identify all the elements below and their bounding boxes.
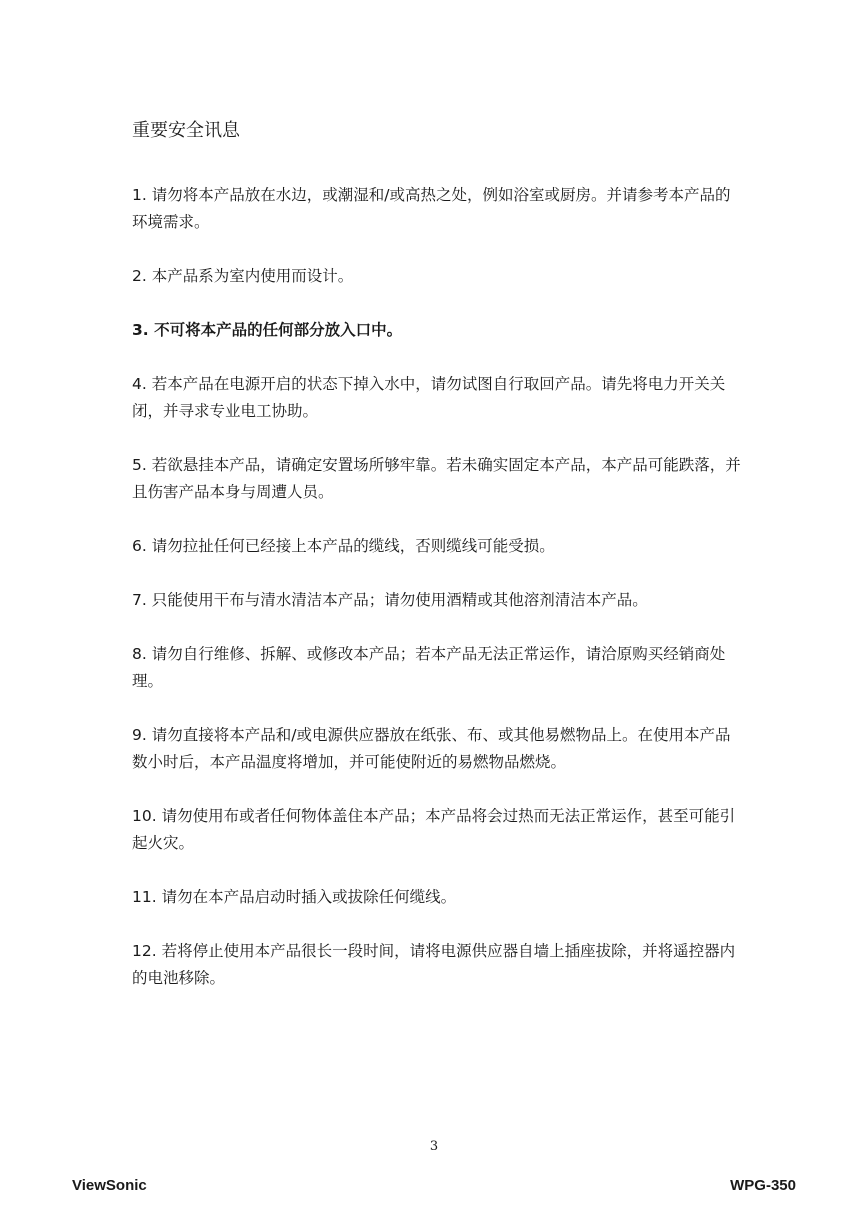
safety-item: 6. 请勿拉扯任何已经接上本产品的缆线，否则缆线可能受损。 bbox=[132, 537, 555, 555]
safety-item: 10. 请勿使用布或者任何物体盖住本产品；本产品将会过热而无法正常运作，甚至可能引起火灾。 bbox=[132, 807, 736, 852]
safety-instructions-list bbox=[132, 182, 742, 1019]
safety-item: 12. 若将停止使用本产品很长一段时间，请将电源供应器自墙上插座拔除，并将遥控器内的电池移除。 bbox=[132, 942, 736, 987]
safety-item: 4. 若本产品在电源开启的状态下掉入水中，请勿试图自行取回产品。请先将电力开关关闭，并寻求专业电工协助。 bbox=[132, 375, 726, 420]
safety-item: 9. 请勿直接将本产品和/或电源供应器放在纸张、布、或其他易燃物品上。在使用本产品数小时后，本产品温度将增加，并可能使附近的易燃物品燃烧。 bbox=[132, 726, 731, 771]
safety-item: 1. 请勿将本产品放在水边，或潮湿和/或高热之处，例如浴室或厨房。并请参考本产品的环境需求。 bbox=[132, 186, 731, 231]
safety-item: 8. 请勿自行维修、拆解、或修改本产品；若本产品无法正常运作，请洽原购买经销商处理。 bbox=[132, 645, 726, 690]
safety-item: 2. 本产品系为室内使用而设计。 bbox=[132, 267, 354, 285]
footer-brand: ViewSonic bbox=[72, 1177, 147, 1194]
page-title: 重要安全讯息 bbox=[132, 120, 240, 141]
safety-item: 3. 不可将本产品的任何部分放入口中。 bbox=[132, 321, 403, 339]
safety-item: 7. 只能使用干布与清水清洁本产品；请勿使用酒精或其他溶剂清洁本产品。 bbox=[132, 591, 648, 609]
footer-model: WPG-350 bbox=[730, 1177, 796, 1194]
safety-item: 11. 请勿在本产品启动时插入或拔除任何缆线。 bbox=[132, 888, 457, 906]
safety-item: 5. 若欲悬挂本产品，请确定安置场所够牢靠。若未确实固定本产品，本产品可能跌落，并且伤害产品本身与周遭人员。 bbox=[132, 456, 741, 501]
page-number: 3 bbox=[429, 1139, 439, 1154]
